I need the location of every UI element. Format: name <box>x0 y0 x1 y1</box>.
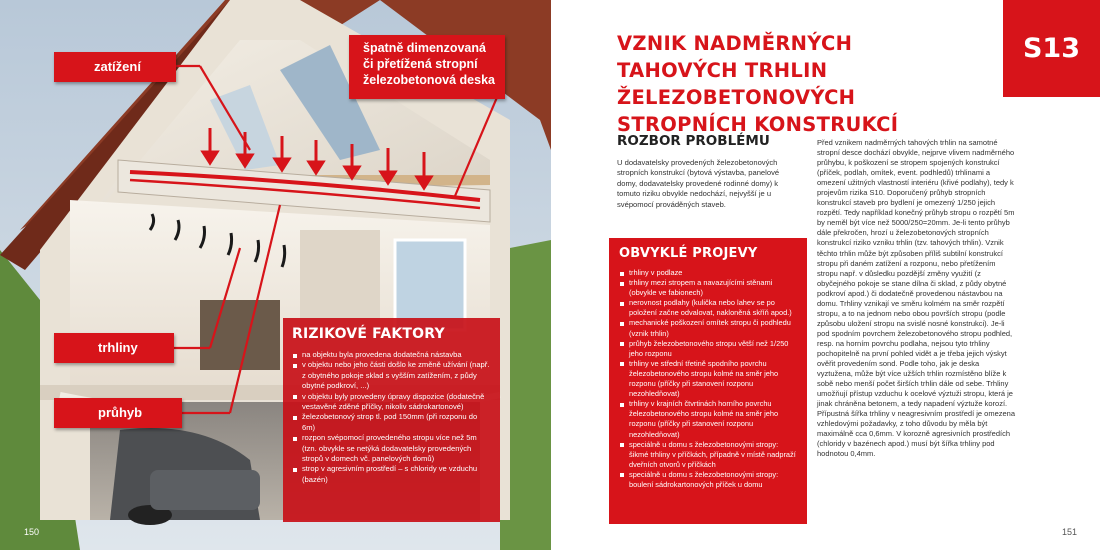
body-text: Před vznikem nadměrných tahových trhlin na samotné stropní desce dochází obvykle, nejprve vlivem nadměrného průhybu, k poškození se stropem spojených konstrukcí (příček, podlah, omítek, event. podhledů) trhlinami a omezení užitných vlastností interiéru (křivé podlahy), tedy k projevům rizika S10. Doporučený průhyb stropních konstrukcí staveb pro bydlení je omezený 1/250 jejich rozpětí. Tedy například konečný průhyb stropu o rozpětí 5m by neměl být více než 5000/250=20mm. Je-li tento průhyb dále překročen, hrozí u železobetonových stropních konstrukcí riziko vzniku trhlin (tzv. tahových trhlin). Vznik těchto trhlin může být způsoben příliš subtilní konstrukcí stropu při daném zatížení a rozponu, nebo přetížením stropu např. v důsledku pozdější změny využití (z obyčejného pokoje se stane dílna či sklad, z půdy obytné podkroví apod.) či dodatečně provedenou nástavbou na domu. Trhliny vznikají ve směru kolmém na směr rozpětí stropu, a to na jednom nebo obou površích stropu (podle způsobu uložení stropu na svislé nosné konstrukci). Je-li pod spodním povrchem železobetonového stropu podhled, resp. na horním povrchu podlaha, nejsou tyto trhliny pochopitelně na první pohled vidět a je třeba jejich výskyt ověřit provedením sond. Podle toho, jak je deska vyztužena, může být více užších trhlin rozmístěno blíže k sobě nebo menší počet širších trhlin dále od sebe. Trhliny umožňují přístup vzduchu k ocelové výztuži stropu, která je jinak chráněna betonem, a tedy napadení výztuže korozí. Přípustná šířka trhliny v neagresivním prostředí je omezena vzhledovými požadavky, z toho důvodu by měla být maximálně cca 0,6mm. V korozně agresivních prostředích (chloridy v bazénech apod.) musí být šířka trhliny pod hodnotou 0,4mm. <box>817 138 1016 459</box>
list-item: průhyb železobetonového stropu větší než 1/250 jeho rozponu <box>619 339 799 359</box>
risk-code-badge: S13 <box>1003 0 1100 97</box>
typical-symptoms-box <box>609 238 807 524</box>
risk-factors-box <box>283 318 500 522</box>
load-label: zatížení <box>54 52 176 82</box>
deflection-label: průhyb <box>54 398 182 428</box>
page-number-left: 150 <box>24 527 40 537</box>
risk-factors-title: RIZIKOVÉ FAKTORY <box>292 326 445 342</box>
cracks-label: trhliny <box>54 333 174 363</box>
list-item: trhliny v podlaze <box>619 268 799 278</box>
list-item: mechanické poškození omítek stropu či podhledu (vznik trhlin) <box>619 318 799 338</box>
list-item: na objektu byla provedena dodatečná nástavba <box>292 350 492 360</box>
typical-symptoms-list <box>619 268 799 490</box>
analysis-text: U dodavatelsky provedených železobetonových stropních konstrukcí (bytová výstavba, panelové domy, dodavatelsky provedené rodinné domy) k tomuto riziku obvykle nedochází, nejvyšší je u svépomocí prováděných staveb. <box>617 158 780 209</box>
list-item: trhliny mezi stropem a navazujícími stěnami (obvykle ve fabionech) <box>619 278 799 298</box>
list-item: v objektu byly provedeny úpravy dispozice (dodatečně vestavěné zděné příčky, nikoliv sádrokartonové) <box>292 392 492 413</box>
slab-label: špatně dimenzovaná či přetížená stropní železobetonová deska <box>349 35 505 99</box>
page-title: VZNIK NADMĚRNÝCH TAHOVÝCH TRHLIN ŽELEZOBETONOVÝCH STROPNÍCH KONSTRUKCÍ <box>617 32 899 136</box>
list-item: trhliny v krajních čtvrtinách horního povrchu železobetonového stropu kolmé na směr jeho rozponu (příčky při stanovení rozponu nezohledňovat) <box>619 399 799 439</box>
analysis-heading: ROZBOR PROBLÉMU <box>617 133 770 149</box>
list-item: rozpon svépomocí provedeného stropu více než 5m (tzn. obvykle se netýká dodavatelsky provedených stropů v domech vč. panelových domů) <box>292 433 492 464</box>
list-item: nerovnost podlahy (kulička nebo lahev se po položení začne odvalovat, nakloněná skříň apod.) <box>619 298 799 318</box>
list-item: strop v agresivním prostředí – s chloridy ve vzduchu (bazén) <box>292 464 492 485</box>
list-item: speciálně u domu s železobetonovými stropy: boulení sádrokartonových příček u domu <box>619 470 799 490</box>
typical-symptoms-title: OBVYKLÉ PROJEVY <box>619 246 758 261</box>
right-page <box>551 0 1100 550</box>
list-item: trhliny ve střední třetině spodního povrchu železobetonového stropu kolmé na směr jeho rozponu (příčky při stanovení rozponu nezohledňovat) <box>619 359 799 399</box>
list-item: v objektu nebo jeho části došlo ke změně užívání (např. z obytného pokoje sklad s vyšším zatížením, z půdy obytné podkroví, ...) <box>292 360 492 391</box>
list-item: speciálně u domu s železobetonovými stropy: šikmé trhliny v příčkách, případně v místě nadpraží dveřních otvorů v příčkách <box>619 440 799 470</box>
page-number-right: 151 <box>1062 527 1078 537</box>
risk-factors-list <box>292 350 492 485</box>
list-item: železobetonový strop tl. pod 150mm (při rozponu do 6m) <box>292 412 492 433</box>
